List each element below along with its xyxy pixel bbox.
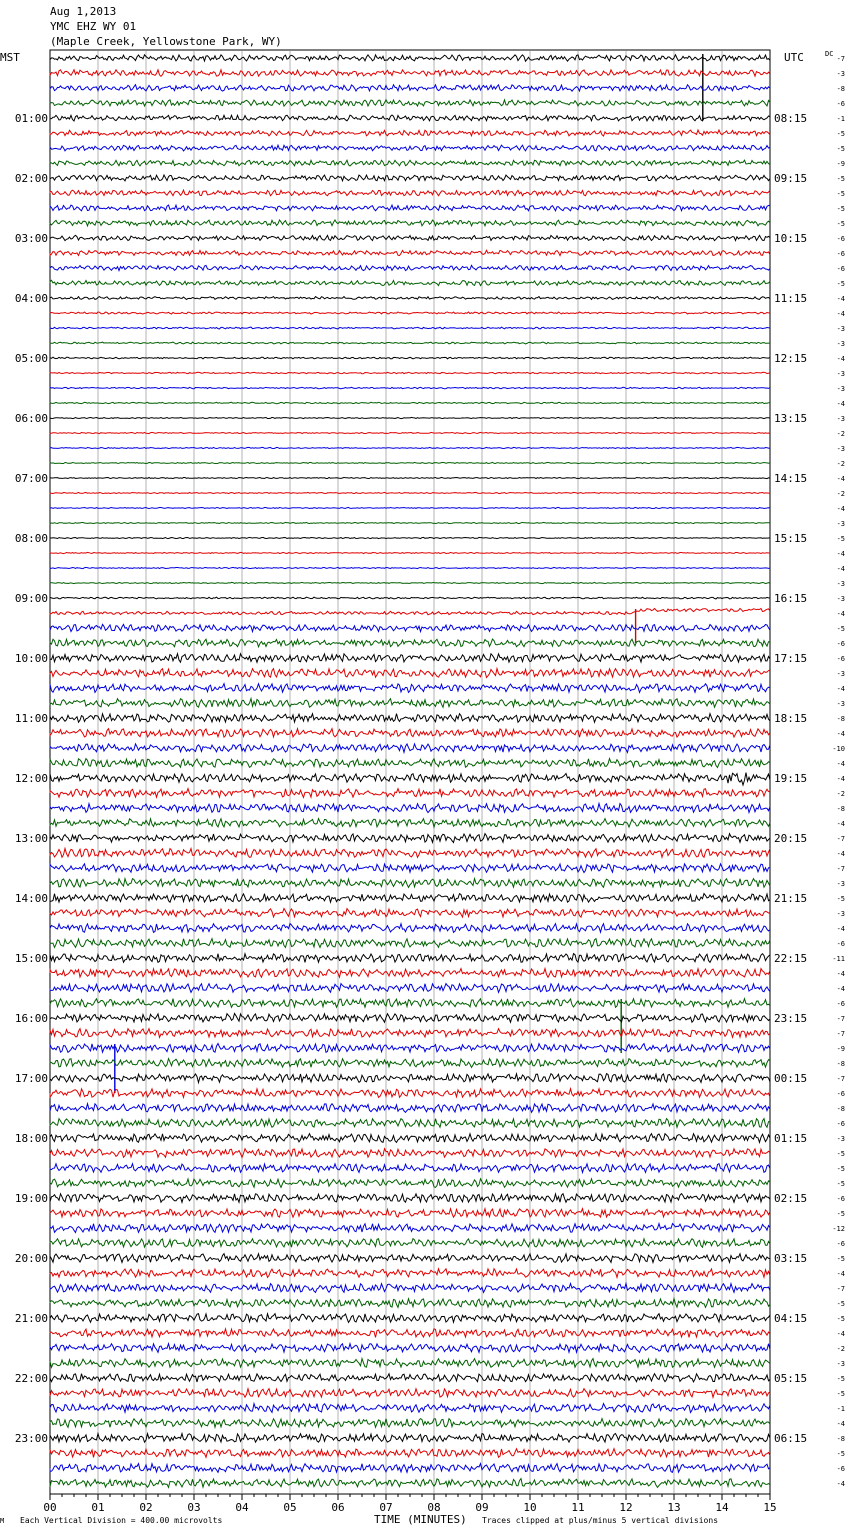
hour-label-utc: 04:15 [774,1312,808,1325]
seismic-trace [50,235,770,240]
seismic-trace [50,894,770,903]
dc-offset-label: -2 [836,430,845,438]
station-code: YMC EHZ WY 01 [50,20,137,33]
dc-offset-label: -6 [836,1195,845,1203]
dc-offset-label: -4 [836,505,845,513]
dc-offset-label: -9 [836,1045,845,1053]
dc-offset-label: -3 [836,340,845,348]
seismic-trace [50,417,770,418]
seismic-trace [50,639,770,647]
seismic-trace [50,447,770,448]
dc-offset-label: -7 [836,1015,845,1023]
hour-label-mst: 09:00 [14,592,48,605]
dc-offset-label: -5 [836,145,845,153]
dc-offset-label: -2 [836,490,845,498]
dc-offset-label: -5 [836,1375,845,1383]
hour-label-utc: 08:15 [774,112,808,125]
x-tick-label: 05 [283,1501,297,1514]
dc-offset-label: -4 [836,760,845,768]
dc-offset-label: -4 [836,400,845,408]
dc-offset-label: -8 [836,715,845,723]
dc-offset-label: -4 [836,295,845,303]
seismic-trace [50,537,770,538]
hour-label-mst: 10:00 [14,652,48,665]
dc-offset-label: -5 [836,1255,845,1263]
dc-offset-label: -8 [836,85,845,93]
chart-date: Aug 1,2013 [50,5,117,18]
hour-label-mst: 17:00 [14,1072,48,1085]
seismic-trace [50,759,770,768]
dc-offset-label: -3 [836,880,845,888]
seismic-trace [50,984,770,993]
dc-offset-label: -3 [836,910,845,918]
seismic-trace [50,1224,770,1233]
dc-offset-label: -4 [836,1330,845,1338]
seismic-trace [50,130,770,136]
dc-offset-label: -10 [832,745,845,753]
dc-offset-label: -4 [836,1270,845,1278]
seismic-trace [50,1389,770,1398]
hour-label-mst: 19:00 [14,1192,48,1205]
dc-offset-label: -6 [836,655,845,663]
seismic-trace [50,342,770,344]
hour-label-mst: 18:00 [14,1132,48,1145]
dc-offset-label: -2 [836,1345,845,1353]
seismic-trace [50,432,770,433]
seismic-trace [50,387,770,388]
dc-offset-label: -8 [836,1060,845,1068]
dc-offset-label: -4 [836,475,845,483]
seismic-trace [50,1149,770,1158]
seismic-trace [50,402,770,403]
seismic-trace [50,1359,770,1368]
hour-label-mst: 01:00 [14,112,48,125]
dc-offset-label: -4 [836,925,845,933]
hour-label-utc: 00:15 [774,1072,808,1085]
x-tick-label: 07 [379,1501,393,1514]
dc-offset-label: -5 [836,220,845,228]
dc-offset-label: -5 [836,190,845,198]
hour-label-mst: 15:00 [14,952,48,965]
seismic-trace [50,1089,770,1098]
hour-label-utc: 05:15 [774,1372,808,1385]
seismic-trace [50,372,770,373]
hour-label-mst: 03:00 [14,232,48,245]
dc-offset-label: -6 [836,640,845,648]
seismic-trace [50,507,770,508]
dc-offset-label: -6 [836,1090,845,1098]
dc-offset-label: -6 [836,1000,845,1008]
dc-offset-label: -4 [836,565,845,573]
seismic-trace [50,654,770,663]
x-tick-label: 12 [619,1501,633,1514]
seismic-trace [50,265,770,270]
dc-offset-label: -5 [836,535,845,543]
trace-lines [50,54,770,1487]
seismic-trace [50,477,770,478]
dc-offset-label: -3 [836,70,845,78]
seismic-trace [50,1269,770,1278]
station-location: (Maple Creek, Yellowstone Park, WY) [50,35,282,48]
seismic-trace [50,1119,770,1128]
dc-label: DC [825,50,834,58]
x-tick-label: 09 [475,1501,489,1514]
seismic-trace [50,1449,770,1458]
dc-offset-label: -3 [836,325,845,333]
dc-offset-label: -9 [836,160,845,168]
dc-offset-label: -8 [836,1435,845,1443]
seismic-trace [50,85,770,92]
dc-offset-label: -3 [836,445,845,453]
hour-label-mst: 16:00 [14,1012,48,1025]
seismic-trace [50,1029,770,1038]
hour-label-utc: 16:15 [774,592,808,605]
x-tick-label: 06 [331,1501,345,1514]
seismic-trace [50,1284,770,1293]
seismic-trace [50,1299,770,1308]
seismic-trace [50,1254,770,1263]
seismic-trace [50,220,770,226]
seismic-trace [50,145,770,151]
dc-offset-label: -4 [836,685,845,693]
hour-label-utc: 09:15 [774,172,808,185]
dc-offset-label: -5 [836,1180,845,1188]
dc-offset-label: -4 [836,775,845,783]
seismic-trace [50,969,770,978]
hour-label-utc: 14:15 [774,472,808,485]
seismic-trace [50,1164,770,1173]
seismic-trace [50,1434,770,1443]
dc-offset-label: -4 [836,985,845,993]
seismic-trace [50,1374,770,1382]
dc-offset-label: -7 [836,865,845,873]
tz-label-right: UTC [784,51,804,64]
dc-offset-label: -4 [836,1420,845,1428]
seismic-trace [50,582,770,583]
dc-offset-label: -11 [832,955,845,963]
hour-label-mst: 22:00 [14,1372,48,1385]
seismic-trace [50,744,770,753]
dc-offset-label: -5 [836,895,845,903]
hour-label-utc: 15:15 [774,532,808,545]
dc-offset-label: -7 [836,1285,845,1293]
hour-label-mst: 07:00 [14,472,48,485]
seismic-trace [50,205,770,211]
x-tick-label: 10 [523,1501,537,1514]
hour-label-utc: 19:15 [774,772,808,785]
scale-text: Each Vertical Division = 400.00 microvolts [20,1516,223,1525]
x-tick-label: 13 [667,1501,681,1514]
dc-offset-label: -6 [836,1120,845,1128]
seismic-trace [50,462,770,463]
seismic-trace [50,492,770,493]
dc-offset-label: -5 [836,1315,845,1323]
dc-offset-label: -3 [836,370,845,378]
dc-offset-label: -4 [836,355,845,363]
dc-offset-label: -4 [836,550,845,558]
x-tick-label: 02 [139,1501,153,1514]
seismic-trace [50,327,770,329]
dc-offset-label: -6 [836,1240,845,1248]
dc-offset-label: -7 [836,835,845,843]
seismic-trace [50,804,770,813]
dc-offset-label: -7 [836,1030,845,1038]
dc-offset-label: -5 [836,1450,845,1458]
hour-label-utc: 03:15 [774,1252,808,1265]
seismic-trace [50,834,770,843]
dc-offset-label: -3 [836,1135,845,1143]
seismic-trace [50,684,770,693]
seismic-trace [50,55,770,61]
hour-label-mst: 02:00 [14,172,48,185]
dc-offset-label: -3 [836,700,845,708]
hour-label-mst: 08:00 [14,532,48,545]
hour-label-utc: 11:15 [774,292,808,305]
seismic-trace [50,297,770,300]
seismic-trace [50,597,770,599]
seismic-trace [50,609,770,615]
seismic-trace [50,1344,770,1353]
x-tick-label: 15 [763,1501,777,1514]
hour-label-mst: 12:00 [14,772,48,785]
seismic-trace [50,939,770,948]
seismic-trace [50,190,770,196]
seismic-trace [50,100,770,106]
hour-label-mst: 20:00 [14,1252,48,1265]
x-tick-label: 03 [187,1501,201,1514]
seismic-trace [50,699,770,708]
hour-label-utc: 13:15 [774,412,808,425]
seismic-trace [50,70,770,77]
hour-label-utc: 17:15 [774,652,808,665]
dc-offset-label: -2 [836,460,845,468]
seismic-trace [50,250,770,255]
seismic-trace [50,1104,770,1113]
dc-offset-label: -5 [836,1390,845,1398]
seismic-trace [50,1314,770,1323]
clip-text: Traces clipped at plus/minus 5 vertical divisions [482,1516,719,1525]
dc-offset-label: -6 [836,250,845,258]
dc-offset-label: -6 [836,265,845,273]
hour-label-mst: 13:00 [14,832,48,845]
dc-offset-label: -8 [836,1105,845,1113]
seismic-trace [50,1014,770,1023]
dc-offset-label: -3 [836,670,845,678]
dc-offset-label: -5 [836,625,845,633]
hour-label-mst: 21:00 [14,1312,48,1325]
seismic-trace [50,522,770,523]
dc-offset-label: -3 [836,520,845,528]
dc-offset-label: -3 [836,580,845,588]
seismic-trace [50,773,770,785]
dc-offset-label: -6 [836,100,845,108]
tz-label-left: MST [0,51,20,64]
seismic-trace [50,864,770,873]
hour-label-mst: 06:00 [14,412,48,425]
dc-offset-label: -1 [836,115,845,123]
seismic-trace [50,954,770,963]
dc-offset-label: -5 [836,130,845,138]
x-tick-label: 14 [715,1501,729,1514]
hour-label-mst: 04:00 [14,292,48,305]
hour-label-utc: 06:15 [774,1432,808,1445]
hour-label-utc: 02:15 [774,1192,808,1205]
x-tick-label: 08 [427,1501,441,1514]
dc-offset-label: -2 [836,790,845,798]
hour-label-mst: 11:00 [14,712,48,725]
seismic-trace [50,789,770,798]
dc-offset-label: -5 [836,205,845,213]
hour-label-mst: 23:00 [14,1432,48,1445]
seismic-trace [50,567,770,568]
seismic-trace [50,1404,770,1413]
seismic-trace [50,175,770,181]
dc-offset-label: -4 [836,310,845,318]
seismic-trace [50,1179,770,1188]
seismic-trace [50,1044,770,1053]
seismic-trace [50,357,770,359]
hour-label-utc: 12:15 [774,352,808,365]
dc-offset-label: -4 [836,820,845,828]
seismic-trace [50,999,770,1008]
seismic-trace [50,1059,770,1068]
seismic-trace [50,924,770,933]
dc-offset-label: -3 [836,595,845,603]
hour-label-utc: 21:15 [774,892,808,905]
seismic-trace [50,1134,770,1143]
dc-offset-label: -4 [836,1480,845,1488]
scale-mark: M [0,1517,5,1525]
dc-offset-label: -5 [836,175,845,183]
seismic-trace [50,1464,770,1473]
seismic-trace [50,1419,770,1428]
dc-offset-label: -1 [836,1405,845,1413]
seismic-trace [50,669,770,678]
dc-offset-label: -8 [836,805,845,813]
x-tick-label: 04 [235,1501,249,1514]
dc-offset-label: -7 [836,55,845,63]
dc-offset-label: -6 [836,940,845,948]
seismic-trace [50,879,770,888]
dc-offset-label: -4 [836,850,845,858]
x-tick-label: 01 [91,1501,105,1514]
dc-offset-label: -5 [836,1165,845,1173]
seismic-trace [50,849,770,858]
seismic-trace [50,624,770,631]
hour-label-mst: 14:00 [14,892,48,905]
dc-offset-label: -3 [836,385,845,393]
seismic-trace [50,1194,770,1203]
dc-offset-label: -3 [836,415,845,423]
hour-label-utc: 01:15 [774,1132,808,1145]
seismic-trace [50,552,770,553]
dc-offset-label: -4 [836,730,845,738]
hour-label-utc: 10:15 [774,232,808,245]
hour-label-utc: 23:15 [774,1012,808,1025]
dc-offset-label: -5 [836,1210,845,1218]
hour-label-utc: 18:15 [774,712,808,725]
dc-offset-label: -12 [832,1225,845,1233]
dc-offset-label: -6 [836,235,845,243]
dc-offset-label: -5 [836,1150,845,1158]
dc-offset-label: -5 [836,1300,845,1308]
seismic-trace [50,1479,770,1488]
seismic-trace [50,1329,770,1338]
dc-offset-label: -3 [836,1360,845,1368]
dc-offset-label: -4 [836,610,845,618]
seismic-trace [50,714,770,723]
seismic-trace [50,1209,770,1218]
hour-label-mst: 05:00 [14,352,48,365]
x-tick-label: 00 [43,1501,57,1514]
seismic-trace [50,1239,770,1248]
seismic-trace [50,1074,770,1083]
hour-label-utc: 22:15 [774,952,808,965]
dc-offset-label: -4 [836,970,845,978]
seismic-trace [50,729,770,738]
dc-offset-label: -5 [836,280,845,288]
seismic-trace [50,280,770,285]
seismic-trace [50,160,770,166]
hour-label-utc: 20:15 [774,832,808,845]
seismic-trace [50,819,770,828]
dc-offset-label: -7 [836,1075,845,1083]
seismic-trace [50,909,770,918]
x-tick-label: 11 [571,1501,585,1514]
dc-offset-label: -6 [836,1465,845,1473]
seismic-trace [50,115,770,121]
x-axis-label: TIME (MINUTES) [374,1513,467,1526]
seismic-trace [50,312,770,314]
